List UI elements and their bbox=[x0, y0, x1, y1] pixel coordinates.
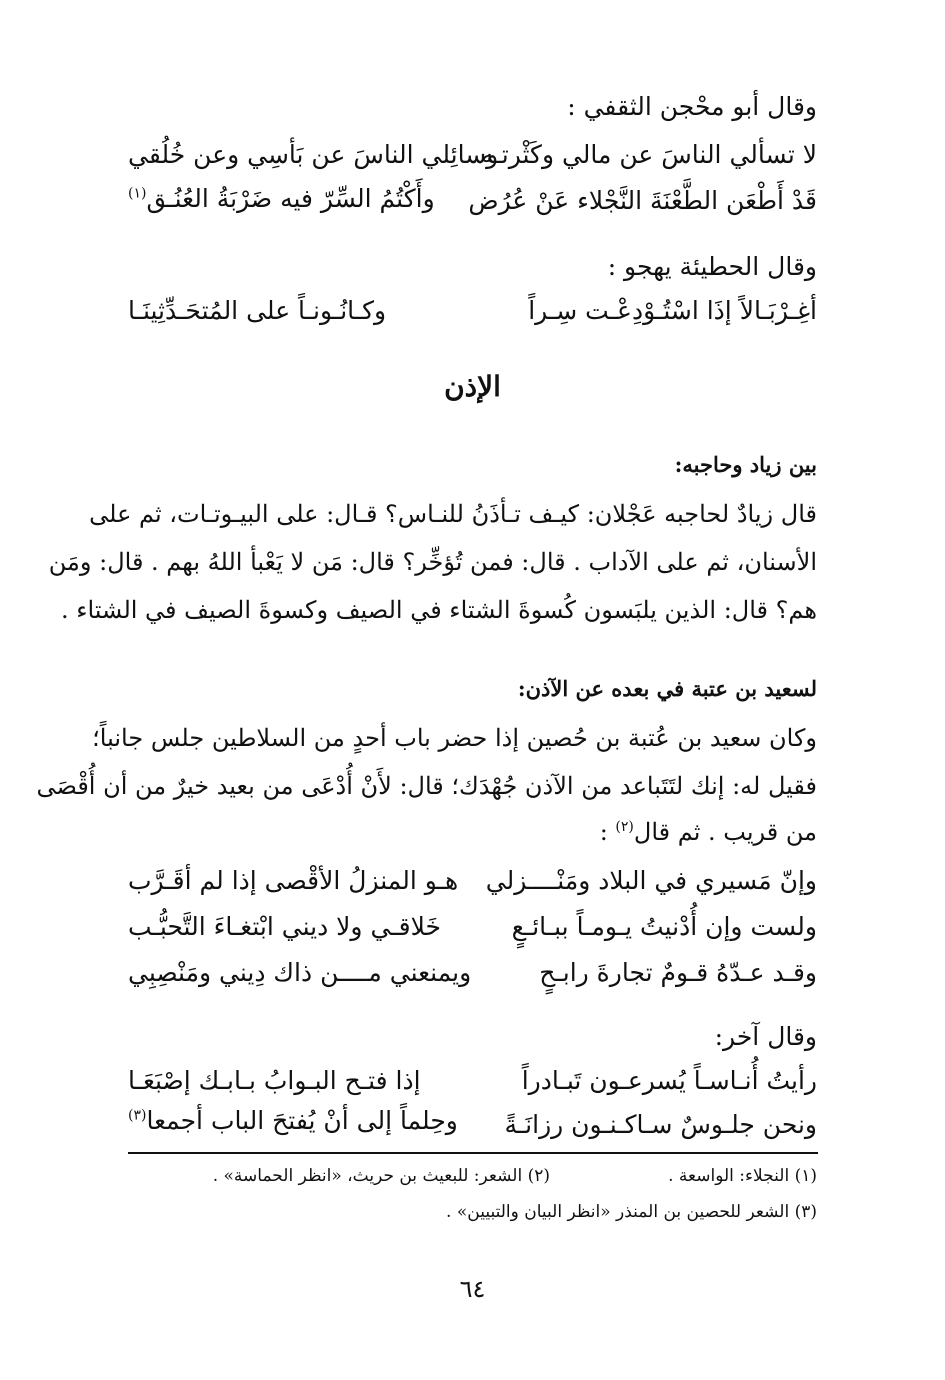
verse-first-hemistich: رأيتُ أُنـاسـاً يُسرعـون تَبـادراً bbox=[521, 1066, 817, 1095]
verse-second-hemistich bbox=[128, 1106, 458, 1135]
verse-second-hemistich: هـو المنزلُ الأقْصى إذا لم أقَـرَّب bbox=[128, 866, 459, 895]
verse-second-hemistich: خَلاقـي ولا ديني ابْتغـاءَ التَّحبُّـب bbox=[128, 912, 441, 941]
verse-first-hemistich: وقـد عـدّهُ قـومٌ تجارةَ رابـحٍ bbox=[539, 958, 817, 987]
verse-first-hemistich: قَدْ أَطْعَن الطَّعْنَةَ النَّجْلاء عَنْ عُرُض bbox=[468, 186, 817, 215]
poem2-intro: وقال الحطيئة يهجو : bbox=[607, 252, 817, 281]
footnote-3: (٣) الشعر للحصين بن المنذر «انظر البيان والتبيين» . bbox=[446, 1202, 817, 1222]
verse-second-hemistich: وكـانُـونـاً على المُتحَـدِّثِينَـا bbox=[128, 296, 387, 325]
verse-first-hemistich: وإنّ مَسيري في البلاد ومَنْــــزلي bbox=[485, 866, 817, 895]
line-text: من قريب . ثم قال bbox=[633, 818, 817, 846]
verse-first-hemistich: لا تسألي الناسَ عن مالي وكَثْرتـه bbox=[481, 140, 817, 169]
poem4-intro: وقال آخر: bbox=[714, 1022, 817, 1051]
verse-first-hemistich: ولست وإن أُدْنيتُ يـومـاً ببـائـعٍ bbox=[511, 912, 817, 941]
verse-second-hemistich: وسائِلي الناسَ عن بَأسِي وعن خُلُقي bbox=[128, 140, 499, 169]
footnote-marker: (٢) bbox=[615, 819, 634, 835]
verse-first-hemistich: أغِـرْبَـالاً إذَا اسْتُـوْدِعْـت سِـراً bbox=[528, 296, 817, 325]
footnote-marker: (١) bbox=[128, 185, 147, 202]
paragraph-line: قال زيادٌ لحاجبه عَجْلان: كيـف تـأذَنُ للنـاس؟ قـال: على البيـوتـات، ثم على bbox=[89, 500, 817, 528]
story2-title: لسعيد بن عتبة في بعده عن الآذن: bbox=[517, 676, 817, 701]
line-colon: : bbox=[599, 818, 616, 846]
verse-second-hemistich: إذا فتـح البـوابُ بـابـك إصْبَعَـا bbox=[128, 1066, 421, 1095]
paragraph-line: هم؟ قال: الذين يلبَسون كُسوةَ الشتاء في الصيف وكسوةَ الصيف في الشتاء . bbox=[60, 596, 817, 624]
verse-second-hemistich: ويمنعني مــــن ذاك دِيني ومَنْصِبِي bbox=[128, 958, 472, 987]
verse-second-hemistich bbox=[128, 184, 435, 213]
section-title: الإذن bbox=[444, 370, 501, 403]
paragraph-line: فقيل له: إنك لتَتَباعد من الآذن جُهْدَك؛ قال: لأَنْ أُدْعَى من بعيد خيرٌ من أن أُقْصَى bbox=[36, 772, 817, 800]
paragraph-line bbox=[600, 818, 817, 846]
paragraph-line: الأسنان، ثم على الآداب . قال: فمن تُؤخِّر؟ قال: مَن لا يَعْبأ اللهُ بهم . قال: ومَن bbox=[48, 548, 817, 576]
paragraph-line: وكان سعيد بن عُتبة بن حُصين إذا حضر باب أحدٍ من السلاطين جلس جانباً؛ bbox=[92, 724, 817, 752]
footnote-1: (١) النجلاء: الواسعة . bbox=[668, 1166, 817, 1186]
footnote-2: (٢) الشعر: للبعيث بن حريث، «انظر الحماسة» . bbox=[212, 1166, 550, 1186]
page-number: ٦٤ bbox=[459, 1275, 486, 1303]
verse-text: وحِلماً إلى أنْ يُفتحَ الباب أجمعا bbox=[146, 1106, 458, 1135]
footnote-marker: (٣) bbox=[128, 1107, 147, 1124]
poem1-intro: وقال أبو محْجن الثقفي : bbox=[567, 92, 817, 121]
footnote-divider bbox=[128, 1152, 818, 1154]
verse-first-hemistich: ونحن جلـوسٌ سـاكـنـون رزانَـةً bbox=[504, 1110, 817, 1139]
story1-title: بين زياد وحاجبه: bbox=[674, 452, 817, 477]
verse-text: وأَكْتُمُ السِّرّ فيه ضَرْبَةُ العُنُـق bbox=[146, 184, 435, 213]
